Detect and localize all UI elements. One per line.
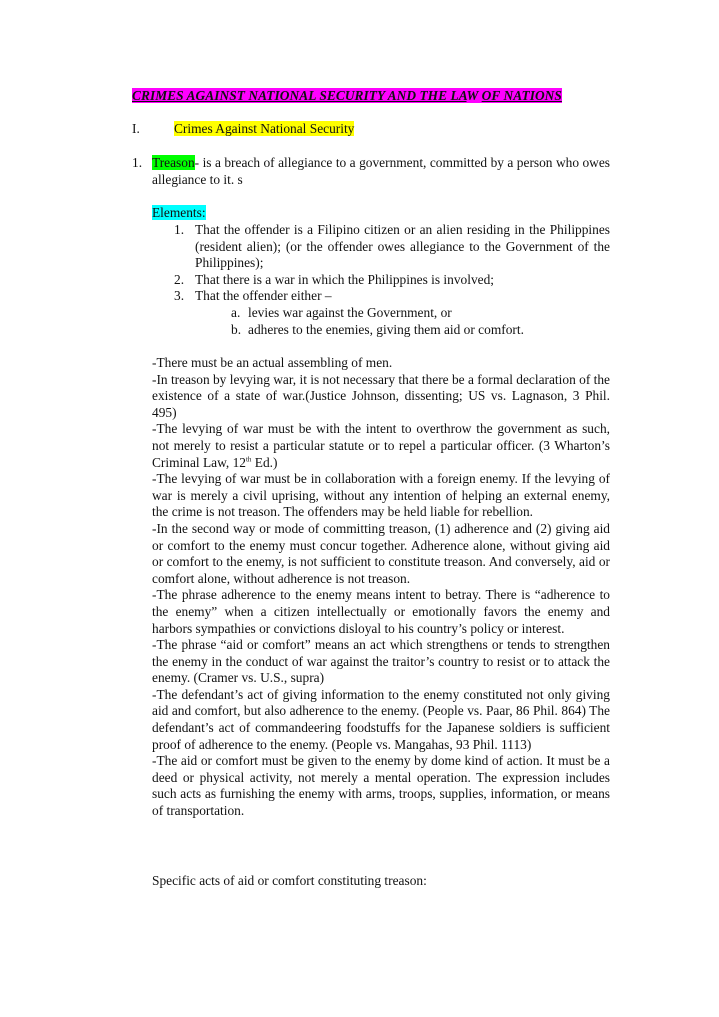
note-paragraph: -The aid or comfort must be given to the enemy by dome kind of action. It must be a deed or physical activity, not merely a mental operation. The expression includes such acts as furnishing the enemy with arms, troops, supplies, information, or means of transportation. xyxy=(152,753,610,819)
list-item: 1. That the offender is a Filipino citizen or an alien residing in the Philippines (resident alien); (or the offender owes allegiance to the Government of the Philippines); xyxy=(174,222,610,271)
note-paragraph: -The levying of war must be with the intent to overthrow the government as such, not merely to resist a particular statute or to repel a particular officer. (3 Wharton’s Criminal Law, 12th Ed.) xyxy=(152,421,610,470)
section-title-text: Crimes Against National Security xyxy=(174,121,355,136)
note-paragraph: -The defendant’s act of giving information to the enemy constituted not only giving aid and comfort, but also adherence to the enemy. (People vs. Paar, 86 Phil. 864) The defendant’s act of commandeering foodstuffs for the Japanese soldiers is sufficient proof of adherence to the enemy. (People vs. Mangahas, 93 Phil. 1113) xyxy=(152,686,610,752)
specific-acts-heading: Specific acts of aid or comfort constituting treason: xyxy=(152,873,427,888)
title-part-1: CRIMES AGAINST NATIONAL SECURITY AND THE LA xyxy=(132,88,467,103)
item-number: 1. xyxy=(132,155,143,170)
notes-body xyxy=(152,355,610,820)
section-number: I. xyxy=(132,121,140,136)
elements-label xyxy=(152,205,610,222)
note-paragraph: -The phrase adherence to the enemy means intent to betray. There is “adherence to the enemy” when a citizen intellectually or emotionally favors the enemy and harbors sympathies or convictions disloyal to his country’s policy or interest. xyxy=(152,587,610,636)
list-item: 3. That the offender either – xyxy=(174,288,332,304)
title-part-2: W xyxy=(466,88,482,103)
document-title xyxy=(132,88,562,105)
title-part-3: OF NATIONS xyxy=(481,88,562,103)
note-paragraph: -The phrase “aid or comfort” means an act which strengthens or tends to strengthen the enemy in the conduct of war against the traitor’s country to resist or to attack the enemy. (Cramer vs. U.S., supra) xyxy=(152,637,610,686)
list-item: a. levies war against the Government, or xyxy=(231,305,452,320)
section-title xyxy=(174,121,354,138)
elements-label-text: Elements: xyxy=(152,205,206,220)
elements-list xyxy=(174,222,610,305)
list-item: b. adheres to the enemies, giving them aid or comfort. xyxy=(231,321,524,337)
note-paragraph: -The levying of war must be in collaboration with a foreign enemy. If the levying of war is merely a civil uprising, without any intention of helping an external enemy, the crime is not treason. The offenders may be held liable for rebellion. xyxy=(152,471,610,520)
definition-text: - is a breach of allegiance to a government, committed by a person who owes allegiance to it. s xyxy=(152,155,610,187)
treason-definition xyxy=(152,155,610,188)
note-paragraph: -In the second way or mode of committing treason, (1) adherence and (2) giving aid or comfort to the enemy must concur together. Adherence alone, without giving aid or comfort to the enemy, is not sufficient to constitute treason. And conversely, aid or comfort alone, without adherence is not treason. xyxy=(152,520,610,586)
note-paragraph: -There must be an actual assembling of men. xyxy=(152,355,393,370)
list-item: 2. That there is a war in which the Philippines is involved; xyxy=(174,271,495,287)
sub-elements-list xyxy=(231,305,611,338)
term-treason: Treason xyxy=(152,155,195,170)
note-paragraph: -In treason by levying war, it is not necessary that there be a formal declaration of the existence of a state of war.(Justice Johnson, dissenting; US vs. Lagnason, 3 Phil. 495) xyxy=(152,371,610,420)
